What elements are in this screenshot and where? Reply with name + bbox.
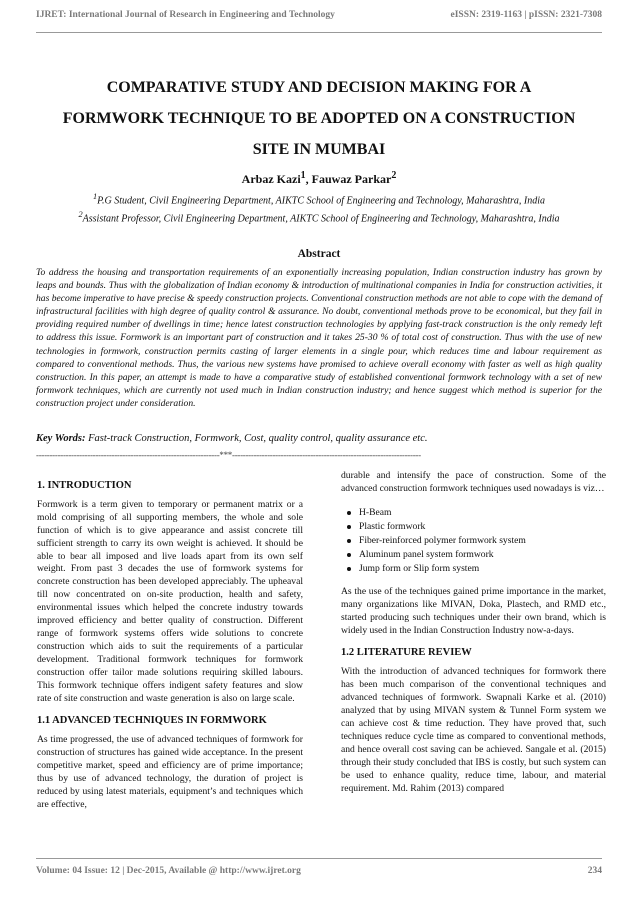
- author-2: Fauwaz Parkar: [311, 172, 392, 186]
- authors: [36, 170, 602, 187]
- affiliation-2-text: Assistant Professor, Civil Engineering Department, AIKTC School of Engineering and Technology, Maharashtra, India: [82, 213, 560, 225]
- affiliation-1: [40, 190, 598, 208]
- list-item: Plastic formwork: [359, 520, 606, 534]
- issn-info: eISSN: 2319-1163 | pISSN: 2321-7308: [450, 10, 602, 20]
- author-1: Arbaz Kazi: [241, 172, 301, 186]
- continued-paragraph: durable and intensify the pace of construction. Some of the advanced construction formwork techniques used nowadays is viz…: [341, 470, 606, 494]
- keywords: [36, 433, 602, 444]
- list-item: Aluminum panel system formwork: [359, 548, 606, 562]
- advanced-techniques-paragraph: As time progressed, the use of advanced techniques of formwork for construction of structures has gained wide acceptance. In the present competitive market, speed and efficiency are of prime importance; thus by use of advanced technology, the duration of project is reduced by using latest materials, equipment’s and techniques which are effective,: [37, 734, 303, 810]
- intro-heading: 1. INTRODUCTION: [37, 480, 132, 491]
- page-footer: [36, 866, 602, 876]
- affiliation-2-sup: 2: [78, 210, 83, 220]
- list-item: Jump form or Slip form system: [359, 562, 606, 576]
- page-header: [36, 10, 602, 32]
- abstract-heading: Abstract: [297, 248, 341, 260]
- author-1-sup: 1: [300, 170, 306, 181]
- page-number: 234: [587, 866, 602, 876]
- intro-paragraph: Formwork is a term given to temporary or permanent matrix or a mold comprising of all supporting members, the whole and sole function of which is to give appearance and assist concrete till sufficient strength to carry its own weight is achieved. It should be able to bear all imposed and live loads apart from its own self weight. From past 3 decades the use of formwork systems for concrete construction has been developed appreciably. The upheaval till now concentrated on on-site production, health and safety, environmental issues which helped the concrete industry towards improved efficiency and better quality of construction. Different range of formwork systems offers wide solutions to concrete construction which aids to suit the requirements of a particular development. Traditional formwork techniques for formwork construction offer tailor made solutions requiring skilled labours. This formwork technique offers indigent safety features and slow rate of site construction and waste generation is also on large scale.: [37, 498, 303, 704]
- keywords-label: Key Words:: [36, 433, 86, 444]
- affiliation-1-sup: 1: [92, 192, 98, 201]
- title-line-3: SITE IN MUMBAI: [252, 141, 386, 158]
- market-paragraph: As the use of the techniques gained prime importance in the market, many organizations like MIVAN, Doka, Plastech, and RMD etc., started producing such techniques under their own brand, which is widely used in the Indian Construction Industry now-a-days.: [341, 585, 606, 636]
- literature-review-heading: 1.2 LITERATURE REVIEW: [341, 647, 472, 659]
- section-divider: --------------------------------------------------------------------***----------------------------------------------------------------------: [36, 450, 421, 460]
- affiliation-1-text: P.G Student, Civil Engineering Department, AIKTC School of Engineering and Technology, Maharashtra, India: [97, 195, 546, 207]
- affiliation-2: [40, 208, 598, 226]
- volume-info: Volume: 04 Issue: 12 | Dec-2015, Available @ http://www.ijret.org: [36, 866, 301, 876]
- journal-name: IJRET: International Journal of Research in Engineering and Technology: [36, 10, 335, 20]
- title-line-2: FORMWORK TECHNIQUE TO BE ADOPTED ON A CONSTRUCTION: [62, 110, 576, 127]
- literature-review-paragraph: With the introduction of advanced techniques for formwork there has been much comparison of the conventional techniques and advanced techniques of formwork. Swapnali Karke et al. (2010) analyzed that by using MIVAN system & Tunnel Form system we can achieve cost & time reduction. They have proved that, such techniques reduce cycle time as compared to conventional methods, and hence overall cost saving can be achieved. Sangale et al. (2015) through their study concluded that IBS is costly, but such system can be used to enhance quality, reduce time, labour, and material requirement. Md. Rahim (2013) compared: [341, 666, 606, 794]
- right-column: [341, 470, 606, 805]
- header-rule: [36, 32, 602, 33]
- footer-rule: [36, 858, 602, 859]
- advanced-techniques-heading: 1.1 ADVANCED TECHNIQUES IN FORMWORK: [37, 715, 267, 727]
- technique-list: [341, 506, 606, 576]
- list-item: Fiber-reinforced polymer formwork system: [359, 534, 606, 548]
- list-item: H-Beam: [359, 506, 606, 520]
- keywords-text: Fast-track Construction, Formwork, Cost, quality control, quality assurance etc.: [85, 433, 428, 444]
- title-line-1: COMPARATIVE STUDY AND DECISION MAKING FOR A: [106, 79, 532, 96]
- abstract-text: To address the housing and transportation requirements of an exponentially increasing population, Indian construction industry has grown by leaps and bounds. Thus with the globalization of Indian economy & introduction of multinational companies in India for construction activities, it has become imperative to have precise & speedy construction projects. Conventional construction methods are not able to cope with the demand of infrastructural facilities with high degree of quality control & assurance. No doubt, conventional methods prove to be economical, but they fail in providing required number of dwellings in time; hence latest construction technologies by applying fast-track construction is the only remedy left to address this issue. Formwork is an important part of construction and it takes 25-30 % of total cost of construction. Thus with the use of new technologies in formwork, construction permits casting of larger elements in a single pour, which reduces time and labour requirement as compared to conventional methods. Thus, the various new systems have promised to achieve overall economy with faster as well as high quality construction. In this paper, an attempt is made to have a comparative study of established conventional formwork technology with a set of new formwork techniques, which are currently not used much in Indian construction industry; and hence suggest which method is superior for the construction project under consideration.: [36, 267, 602, 409]
- paper-title: [36, 72, 602, 165]
- author-2-sup: 2: [391, 170, 397, 181]
- left-column: [37, 470, 303, 822]
- author-separator: ,: [305, 172, 312, 186]
- affiliations: [40, 190, 598, 227]
